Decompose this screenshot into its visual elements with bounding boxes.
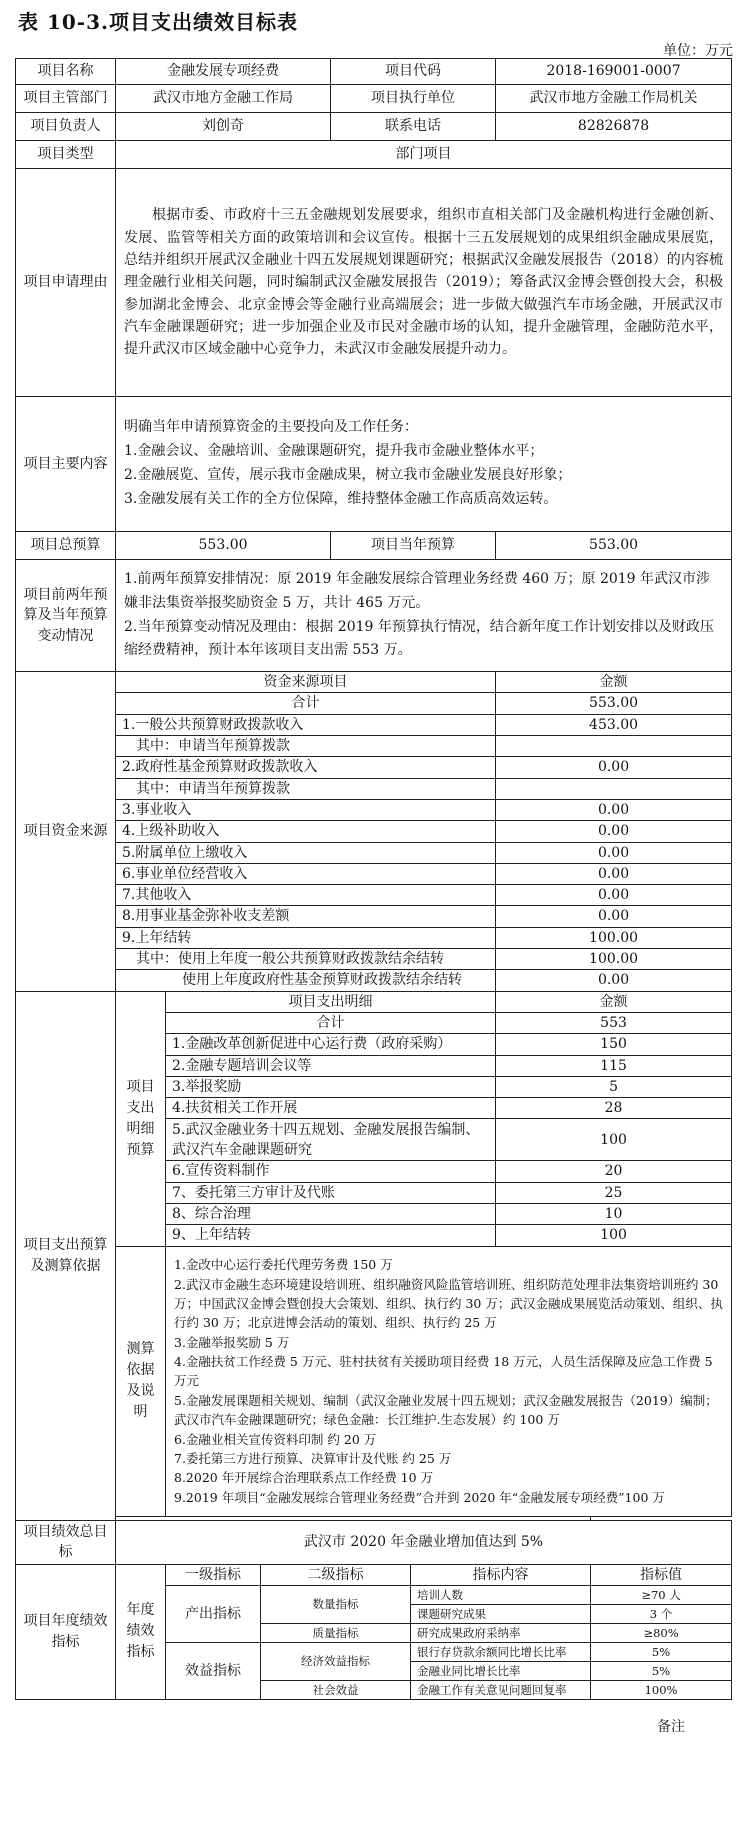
content-text xyxy=(116,397,732,532)
row-name xyxy=(16,59,732,85)
page-title: 表 10-3.项目支出绩效目标表 xyxy=(18,10,298,34)
indicator-value: 5% xyxy=(591,1642,732,1661)
change-label: 项目前两年预算及当年预算变动情况 xyxy=(16,560,116,672)
funding-amount: 0.00 xyxy=(496,885,732,906)
funding-row xyxy=(16,757,732,778)
indicator-value: 5% xyxy=(591,1661,732,1680)
funding-amount: 0.00 xyxy=(496,799,732,820)
basis-item: 1.金改中心运行委托代理劳务费 150 万 xyxy=(174,1257,393,1273)
basis-item: 3.金融举报奖励 5 万 xyxy=(174,1334,290,1350)
funding-item: 4.上级补助收入 xyxy=(116,821,496,842)
funding-label: 项目资金来源 xyxy=(16,672,116,991)
basis-item: 8.2020 年开展综合治理联系点工作经费 10 万 xyxy=(174,1470,434,1486)
expense-item: 2.金融专题培训会议等 xyxy=(166,1055,496,1076)
row-content xyxy=(16,397,732,532)
goal-row xyxy=(16,1520,732,1564)
funding-item: 其中：申请当年预算拨款 xyxy=(116,778,496,799)
funding-row xyxy=(16,736,732,757)
exec-label: 项目执行单位 xyxy=(331,85,496,113)
expense-item: 5.武汉金融业务十四五规划、金融发展报告编制、武汉汽车金融课题研究 xyxy=(166,1119,496,1161)
funding-amount xyxy=(496,778,732,799)
expense-amount: 10 xyxy=(496,1204,732,1225)
funding-row xyxy=(16,885,732,906)
basis-item: 2.武汉市金融生态环境建设培训班、组织融资风险监管培训班、组织防范处理非法集资培训班约 30 万；中国武汉金博会暨创投大会策划、组织、执行约 30 万；武汉金融成果展览活动策划、组织、执行约 30 万；北京进博会活动的策划、组织、执行约 25 万 xyxy=(174,1276,723,1331)
funding-item: 9.上年结转 xyxy=(116,927,496,948)
funding-row xyxy=(16,949,732,970)
basis-item: 4.金融扶贫工作经费 5 万元、驻村扶贫有关援助项目经费 18 万元，人员生活保障及应急工作费 5 万元 xyxy=(174,1354,713,1389)
funding-amount: 100.00 xyxy=(496,927,732,948)
type-label: 项目类型 xyxy=(16,141,116,169)
indicator-content: 研究成果政府采纳率 xyxy=(411,1623,591,1642)
basis-item: 5.金融发展课题相关规划、编制（武汉金融业发展十四五规划；武汉金融发展报告（2019）编制；武汉市汽车金融课题研究；绿色金融：长江维护.生态发展）约 100 万 xyxy=(174,1392,718,1428)
funding-row xyxy=(16,927,732,948)
total-budget-label: 项目总预算 xyxy=(16,532,116,560)
funding-item: 7.其他收入 xyxy=(116,885,496,906)
expense-amount: 115 xyxy=(496,1055,732,1076)
content-intro: 明确当年申请预算资金的主要投向及工作任务： xyxy=(124,419,418,436)
row-leader xyxy=(16,113,732,141)
indicator-level2: 数量指标 xyxy=(261,1585,411,1623)
expense-head-item: 项目支出明细 xyxy=(166,991,496,1012)
funding-amount: 0.00 xyxy=(496,906,732,927)
funding-head-amount: 金额 xyxy=(496,672,732,693)
indicator-head-content: 指标内容 xyxy=(411,1564,591,1585)
basis-item: 7.委托第三方进行预算、决算审计及代账 约 25 万 xyxy=(174,1450,452,1466)
reason-label: 项目申请理由 xyxy=(16,169,116,397)
funding-item: 8.用事业基金弥补收支差额 xyxy=(116,906,496,927)
name-value: 金融发展专项经费 xyxy=(116,59,331,85)
funding-row xyxy=(16,714,732,735)
reason-text: 根据市委、市政府十三五金融规划发展要求，组织市直相关部门及金融机构进行金融创新、发展、监管等相关方面的政策培训和会议宣传。根据十三五发展规划的成果组织金融成果展览，总结并组织开展武汉金融业十四五发展规划课题研究；根据武汉金融发展报告（2018）的内容梳理金融行业相关问题，同时编制武汉金融发展报告（2019）；筹备武汉金博会暨创投大会，积极参加湖北金博会、北京金博会等金融行业高端展会；进一步做大做强汽车市场金融，开展武汉市汽车金融课题研究；进一步加强企业及市民对金融市场的认知，提升金融管理，金融防范水平，提升武汉市区域金融中心竞争力，未武汉市金融发展提升动力。 xyxy=(116,169,732,397)
indicator-head-pair xyxy=(591,1564,732,1585)
funding-item: 其中：使用上年度一般公共预算财政拨款结余结转 xyxy=(116,949,496,970)
indicator-content: 金融业同比增长比率 xyxy=(411,1661,591,1680)
expense-detail-label: 项目支出明细预算 xyxy=(116,991,166,1246)
indicator-head-level1: 一级指标 xyxy=(166,1564,261,1585)
expense-amount: 150 xyxy=(496,1034,732,1055)
basis-item: 9.2019 年项目“金融发展综合管理业务经费”合并到 2020 年“金融发展专项经费”100 万 xyxy=(174,1489,665,1505)
type-value: 部门项目 xyxy=(116,141,732,169)
unit-label: 单位：万元 xyxy=(663,43,733,59)
funding-row xyxy=(16,906,732,927)
indicator-content: 培训人数 xyxy=(411,1585,591,1604)
funding-amount: 453.00 xyxy=(496,714,732,735)
indicator-head-value: 指标值 xyxy=(640,1566,683,1583)
expense-amount: 553 xyxy=(496,1012,732,1033)
basis-text xyxy=(166,1246,732,1516)
indicator-head-remark: 备注 xyxy=(657,1719,685,1735)
leader-label: 项目负责人 xyxy=(16,113,116,141)
content-item: 3.金融发展有关工作的全方位保障，维持整体金融工作高质高效运转。 xyxy=(124,490,558,507)
funding-row xyxy=(16,970,732,991)
expense-amount: 100 xyxy=(496,1225,732,1246)
funding-amount: 0.00 xyxy=(496,842,732,863)
dept-value: 武汉市地方金融工作局 xyxy=(116,85,331,113)
leader-value: 刘创奇 xyxy=(116,113,331,141)
basis-item: 6.金融业相关宣传资料印制 约 20 万 xyxy=(174,1431,377,1447)
funding-row xyxy=(16,821,732,842)
funding-item: 合计 xyxy=(116,693,496,714)
funding-row xyxy=(16,693,732,714)
content-item: 1.金融会议、金融培训、金融课题研究，提升我市金融业整体水平； xyxy=(124,443,544,460)
expense-item: 9、上年结转 xyxy=(166,1225,496,1246)
funding-amount xyxy=(496,736,732,757)
indicator-content: 课题研究成果 xyxy=(411,1604,591,1623)
row-budget xyxy=(16,532,732,560)
funding-amount: 0.00 xyxy=(496,757,732,778)
funding-row xyxy=(16,778,732,799)
indicator-value: 3 个 xyxy=(591,1604,732,1623)
year-budget-label: 项目当年预算 xyxy=(331,532,496,560)
indicator-level1: 效益指标 xyxy=(166,1642,261,1699)
funding-amount: 0.00 xyxy=(496,863,732,884)
performance-table xyxy=(15,58,732,1700)
funding-item: 5.附属单位上缴收入 xyxy=(116,842,496,863)
funding-item: 6.事业单位经营收入 xyxy=(116,863,496,884)
change-item: 2.当年预算变动情况及理由：根据 2019 年预算执行情况，结合新年度工作计划安排以及财政压缩经费精神，预计本年该项目支出需 553 万。 xyxy=(124,618,714,659)
funding-head-item: 资金来源项目 xyxy=(116,672,496,693)
indicator-header-row xyxy=(16,1564,732,1585)
funding-item: 使用上年度政府性基金预算财政拨款结余结转 xyxy=(116,970,496,991)
year-budget-value: 553.00 xyxy=(496,532,732,560)
expense-amount: 25 xyxy=(496,1182,732,1203)
expense-amount: 100 xyxy=(496,1119,732,1161)
expense-item: 3.举报奖励 xyxy=(166,1076,496,1097)
funding-amount: 100.00 xyxy=(496,949,732,970)
basis-label: 测算依据及说明 xyxy=(116,1246,166,1516)
content-item: 2.金融展览、宣传，展示我市金融成果，树立我市金融业发展良好形象； xyxy=(124,467,572,483)
funding-item: 2.政府性基金预算财政拨款收入 xyxy=(116,757,496,778)
expense-item: 8、综合治理 xyxy=(166,1204,496,1225)
exec-value: 武汉市地方金融工作局机关 xyxy=(496,85,732,113)
row-reason xyxy=(16,169,732,397)
indicator-content: 银行存贷款余额同比增长比率 xyxy=(411,1642,591,1661)
change-text xyxy=(116,560,732,672)
name-label: 项目名称 xyxy=(16,59,116,85)
indicator-level2: 社会效益 xyxy=(261,1680,411,1699)
code-value: 2018-169001-0007 xyxy=(496,59,732,85)
funding-amount: 0.00 xyxy=(496,970,732,991)
funding-amount: 0.00 xyxy=(496,821,732,842)
expense-amount: 5 xyxy=(496,1076,732,1097)
funding-row xyxy=(16,842,732,863)
code-label: 项目代码 xyxy=(331,59,496,85)
indicator-value: ≥80% xyxy=(591,1623,732,1642)
funding-amount: 553.00 xyxy=(496,693,732,714)
indicator-value: ≥70 人 xyxy=(591,1585,732,1604)
content-label: 项目主要内容 xyxy=(16,397,116,532)
indicator-level2: 质量指标 xyxy=(261,1623,411,1642)
funding-item: 3.事业收入 xyxy=(116,799,496,820)
change-item: 1.前两年预算安排情况：原 2019 年金融发展综合管理业务经费 460 万；原 2019 年武汉市涉嫌非法集资举报奖励资金 5 万，共计 465 万元。 xyxy=(124,571,711,611)
row-dept xyxy=(16,85,732,113)
expense-header-row xyxy=(16,991,732,1012)
indicator-value: 100% xyxy=(591,1680,732,1699)
indicators-label: 项目年度绩效指标 xyxy=(16,1564,116,1699)
phone-label: 联系电话 xyxy=(331,113,496,141)
indicator-level2: 经济效益指标 xyxy=(261,1642,411,1680)
basis-row xyxy=(16,1246,732,1516)
indicator-head-level2: 二级指标 xyxy=(261,1564,411,1585)
funding-header-row xyxy=(16,672,732,693)
goal-text: 武汉市 2020 年金融业增加值达到 5% xyxy=(116,1520,732,1564)
expense-amount: 20 xyxy=(496,1161,732,1182)
expense-item: 7、委托第三方审计及代账 xyxy=(166,1182,496,1203)
expense-head-amount: 金额 xyxy=(496,991,732,1012)
indicator-level1: 产出指标 xyxy=(166,1585,261,1642)
expense-label: 项目支出预算及测算依据 xyxy=(16,991,116,1520)
total-budget-value: 553.00 xyxy=(116,532,331,560)
funding-row xyxy=(16,863,732,884)
row-change xyxy=(16,560,732,672)
indicators-sub-label: 年度绩效指标 xyxy=(116,1564,166,1699)
dept-label: 项目主管部门 xyxy=(16,85,116,113)
phone-value: 82826878 xyxy=(496,113,732,141)
expense-item: 合计 xyxy=(166,1012,496,1033)
expense-item: 1.金融改革创新促进中心运行费（政府采购） xyxy=(166,1034,496,1055)
indicator-content: 金融工作有关意见问题回复率 xyxy=(411,1680,591,1699)
expense-item: 4.扶贫相关工作开展 xyxy=(166,1098,496,1119)
funding-item: 其中：申请当年预算拨款 xyxy=(116,736,496,757)
goal-label: 项目绩效总目标 xyxy=(16,1520,116,1564)
row-type xyxy=(16,141,732,169)
funding-row xyxy=(16,799,732,820)
funding-item: 1.一般公共预算财政拨款收入 xyxy=(116,714,496,735)
expense-amount: 28 xyxy=(496,1098,732,1119)
expense-item: 6.宣传资料制作 xyxy=(166,1161,496,1182)
